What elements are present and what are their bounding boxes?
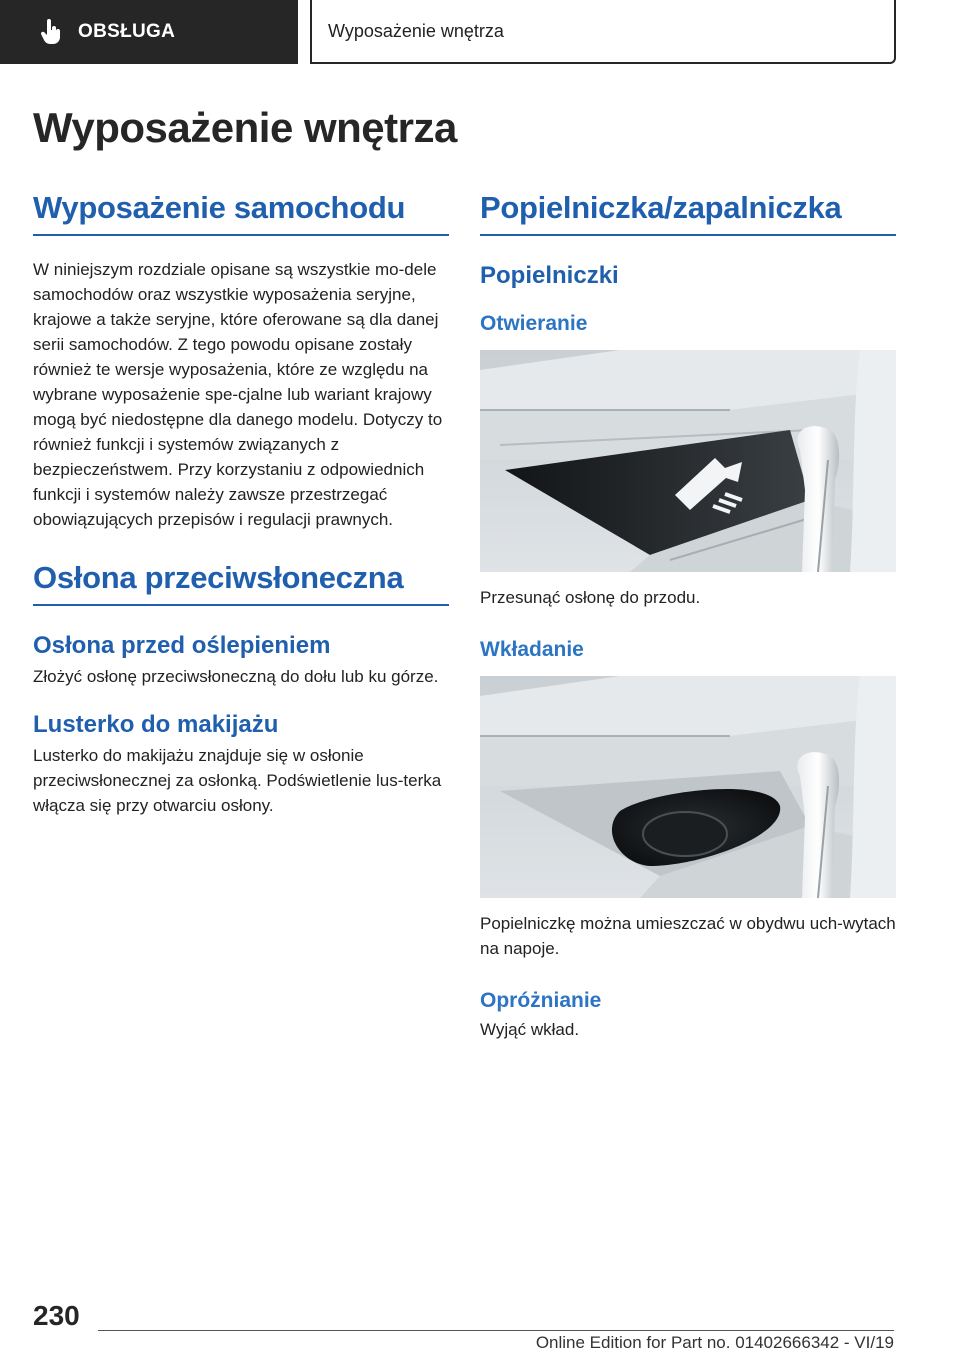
- inserting-caption: Popielniczkę można umieszczać w obydwu uch-wytach na napoje.: [480, 914, 896, 958]
- vanity-mirror-body: Lusterko do makijażu znajduje się w osłonie przeciwsłonecznej za osłonką. Podświetlenie lus-terka włącza się przy otwarciu osłony.: [33, 746, 442, 815]
- heading-inserting: Wkładanie: [480, 638, 584, 661]
- edition-info: Online Edition for Part no. 01402666342 - VI/19: [535, 1333, 894, 1352]
- heading-sun-visor: Osłona przeciwsłoneczna: [33, 560, 449, 606]
- footer-divider: [98, 1330, 894, 1331]
- section-label: OBSŁUGA: [78, 21, 176, 42]
- ashtray-opening-photo: [480, 350, 896, 572]
- heading-ashtrays: Popielniczki: [480, 262, 619, 289]
- breadcrumb: Wyposażenie wnętrza: [310, 0, 896, 64]
- heading-emptying: Opróżnianie: [480, 989, 602, 1012]
- page-number: 230: [33, 1300, 80, 1331]
- page-title: Wyposażenie wnętrza: [33, 104, 457, 151]
- left-column: [33, 190, 449, 818]
- opening-caption: Przesunąć osłonę do przodu.: [480, 588, 701, 607]
- hand-pointer-icon: [40, 19, 62, 45]
- emptying-body: Wyjąć wkład.: [480, 1020, 580, 1039]
- equipment-body: W niniejszym rozdziale opisane są wszystkie mo-dele samochodów oraz wszystkie wyposażenia seryjne, krajowe a także seryjne, które oferowane są dla danej serii samochodów. Z tego powodu opisane zostały również te wersje wyposażenia, które ze względu na wybrane wyposażenie spe-cjalne lub wariant krajowy mogą być niedostępne dla danego modelu. Dotyczy to również funkcji i systemów związanych z bezpieczeństwem. Przy korzystaniu z odpowiednich funkcji i systemów należy zawsze przestrzegać obowiązujących przepisów i regulacji prawnych.: [33, 260, 443, 529]
- heading-vanity-mirror: Lusterko do makijażu: [33, 711, 279, 738]
- right-column: [480, 190, 896, 1042]
- heading-equipment: Wyposażenie samochodu: [33, 190, 449, 236]
- heading-glare-shield: Osłona przed oślepieniem: [33, 632, 331, 659]
- heading-ashtray-lighter: Popielniczka/zapalniczka: [480, 190, 896, 236]
- glare-shield-body: Złożyć osłonę przeciwsłoneczną do dołu lub ku górze.: [33, 667, 439, 686]
- ashtray-inserting-photo: [480, 676, 896, 898]
- heading-opening: Otwieranie: [480, 312, 588, 335]
- section-tab[interactable]: [0, 0, 298, 64]
